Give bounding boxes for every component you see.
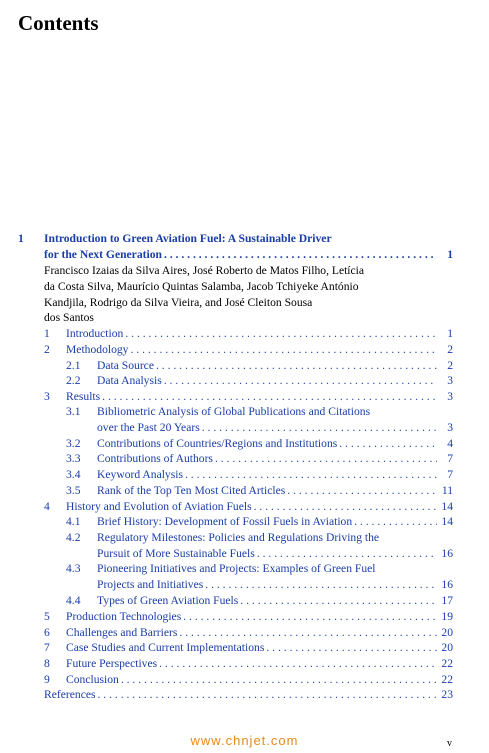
toc-entry-page[interactable]: 20 [441,641,453,654]
toc-entry[interactable] [97,421,453,435]
leader-dots [185,468,437,482]
toc-entry-title[interactable]: Challenges and Barriers [66,626,178,639]
toc-entry-title[interactable]: Results [66,390,101,403]
toc-entry-page[interactable]: 3 [447,421,453,434]
toc-entry-page[interactable]: 19 [441,610,453,623]
toc-entry[interactable] [97,468,453,482]
toc-entry[interactable] [97,452,453,466]
toc-entry[interactable] [66,626,453,640]
toc-entry-title[interactable]: over the Past 20 Years [97,421,200,434]
toc-entry-page[interactable]: 16 [441,578,453,591]
leader-dots [287,484,437,498]
toc-entry-page[interactable]: 16 [441,547,453,560]
toc-entry-title[interactable]: Projects and Initiatives [97,578,204,591]
toc-entry-page[interactable]: 14 [441,500,453,513]
toc-entry-number: 4.4 [66,594,81,607]
toc-entry[interactable] [97,359,453,373]
toc-entry-page[interactable]: 1 [447,327,453,340]
page-number: v [447,738,452,749]
leader-dots [179,626,437,640]
toc-entry-title[interactable]: Types of Green Aviation Fuels [97,594,239,607]
toc-entry-title[interactable]: Data Source [97,359,154,372]
leader-dots [266,641,437,655]
toc-entry-number: 3 [44,390,50,403]
toc-entry[interactable] [44,688,453,702]
toc-entry-title[interactable]: Introduction [66,327,124,340]
toc-entry[interactable] [66,673,453,687]
leader-dots [254,500,437,514]
toc-entry-number: 3.2 [66,437,81,450]
toc-entry-title-line1[interactable]: Regulatory Milestones: Policies and Regulations Driving the [97,531,380,544]
toc-entry[interactable] [66,390,453,404]
toc-entry-page[interactable]: 20 [441,626,453,639]
chapter-title-row[interactable] [44,248,453,262]
toc-entry-title[interactable]: Rank of the Top Ten Most Cited Articles [97,484,286,497]
toc-entry-title[interactable]: Pursuit of More Sustainable Fuels [97,547,255,560]
leader-dots [339,437,437,451]
leader-dots [240,594,437,608]
toc-entry-number: 1 [44,327,50,340]
toc-entry-title[interactable]: References [44,688,96,701]
toc-entry-title[interactable]: Keyword Analysis [97,468,183,481]
leader-dots [159,657,437,671]
toc-entry[interactable] [66,327,453,341]
toc-entry-title[interactable]: Brief History: Development of Fossil Fuels in Aviation [97,515,353,528]
toc-entry-page[interactable]: 23 [441,688,453,701]
leader-dots [125,327,437,341]
toc-entry-number: 2.2 [66,374,81,387]
toc-entry-title[interactable]: Data Analysis [97,374,162,387]
leader-dots [156,359,437,373]
toc-entry[interactable] [97,547,453,561]
leader-dots [257,547,437,561]
toc-entry-number: 5 [44,610,50,623]
toc-entry-title[interactable]: Production Technologies [66,610,182,623]
toc-entry-page[interactable]: 2 [447,343,453,356]
toc-entry-title[interactable]: Conclusion [66,673,119,686]
toc-entry-page[interactable]: 11 [441,484,453,497]
watermark: www.chnjet.com [190,733,299,748]
chapter-authors-line4: dos Santos [44,311,94,324]
toc-entry-page[interactable]: 22 [441,673,453,686]
chapter-title-line1[interactable]: Introduction to Green Aviation Fuel: A Sustainable Driver [44,232,332,245]
toc-entry[interactable] [97,515,453,529]
leader-dots [202,421,437,435]
toc-entry-page[interactable]: 14 [441,515,453,528]
toc-entry-number: 7 [44,641,50,654]
leader-dots [102,390,437,404]
toc-entry[interactable] [97,374,453,388]
leader-dots [183,610,437,624]
toc-entry[interactable] [97,437,453,451]
leader-dots [215,452,437,466]
leader-dots [164,374,437,388]
toc-entry-title[interactable]: Contributions of Authors [97,452,213,465]
page-title: Contents [18,11,99,35]
toc-entry-title[interactable]: History and Evolution of Aviation Fuels [66,500,252,513]
toc-entry-number: 2 [44,343,50,356]
chapter-number: 1 [18,232,24,245]
leader-dots [121,673,437,687]
toc-entry-number: 2.1 [66,359,81,372]
toc-entry-number: 4 [44,500,50,513]
toc-entry-number: 4.3 [66,562,81,575]
toc-entry-number: 3.5 [66,484,81,497]
toc-entry[interactable] [66,500,453,514]
toc-entry-number: 8 [44,657,50,670]
toc-entry-number: 9 [44,673,50,686]
toc-entry-number: 6 [44,626,50,639]
toc-entry[interactable] [97,594,453,608]
toc-entry-number: 4.2 [66,531,81,544]
toc-entry-page[interactable]: 3 [447,390,453,403]
toc-entry-number: 3.1 [66,405,81,418]
leader-dots [164,248,437,262]
toc-entry-page[interactable]: 17 [441,594,453,607]
toc-entry-title-line1[interactable]: Pioneering Initiatives and Projects: Examples of Green Fuel [97,562,376,575]
toc-entry[interactable] [66,343,453,357]
toc-entry[interactable] [66,641,453,655]
chapter-title-line2[interactable]: for the Next Generation [44,248,162,261]
leader-dots [354,515,437,529]
toc-entry-number: 4.1 [66,515,81,528]
toc-entry-page[interactable]: 7 [447,468,453,481]
toc-entry-title[interactable]: Case Studies and Current Implementations [66,641,265,654]
toc-entry-page[interactable]: 7 [447,452,453,465]
toc-entry-title-line1[interactable]: Bibliometric Analysis of Global Publications and Citations [97,405,371,418]
toc-entry-number: 3.3 [66,452,81,465]
chapter-authors-line3: Kandjila, Rodrigo da Silva Vieira, and José Cleiton Sousa [44,296,313,309]
toc-entry-page[interactable]: 4 [447,437,453,450]
chapter-page[interactable]: 1 [447,248,453,261]
toc-entry-title[interactable]: Future Perspectives [66,657,158,670]
toc-entry-page[interactable]: 22 [441,657,453,670]
chapter-authors-line1: Francisco Izaias da Silva Aires, José Roberto de Matos Filho, Letícia [44,264,365,277]
toc-entry[interactable] [97,484,453,498]
toc-entry[interactable] [97,578,453,592]
toc-entry[interactable] [66,657,453,671]
toc-entry-title[interactable]: Methodology [66,343,129,356]
leader-dots [130,343,437,357]
leader-dots [98,688,438,702]
toc-entry-number: 3.4 [66,468,81,481]
toc-entry-page[interactable]: 3 [447,374,453,387]
chapter-authors-line2: da Costa Silva, Maurício Quintas Salamba, Jacob Tchiyeke António [44,280,359,293]
toc-entry[interactable] [66,610,453,624]
toc-entry-page[interactable]: 2 [447,359,453,372]
toc-entry-title[interactable]: Contributions of Countries/Regions and Institutions [97,437,338,450]
leader-dots [205,578,437,592]
